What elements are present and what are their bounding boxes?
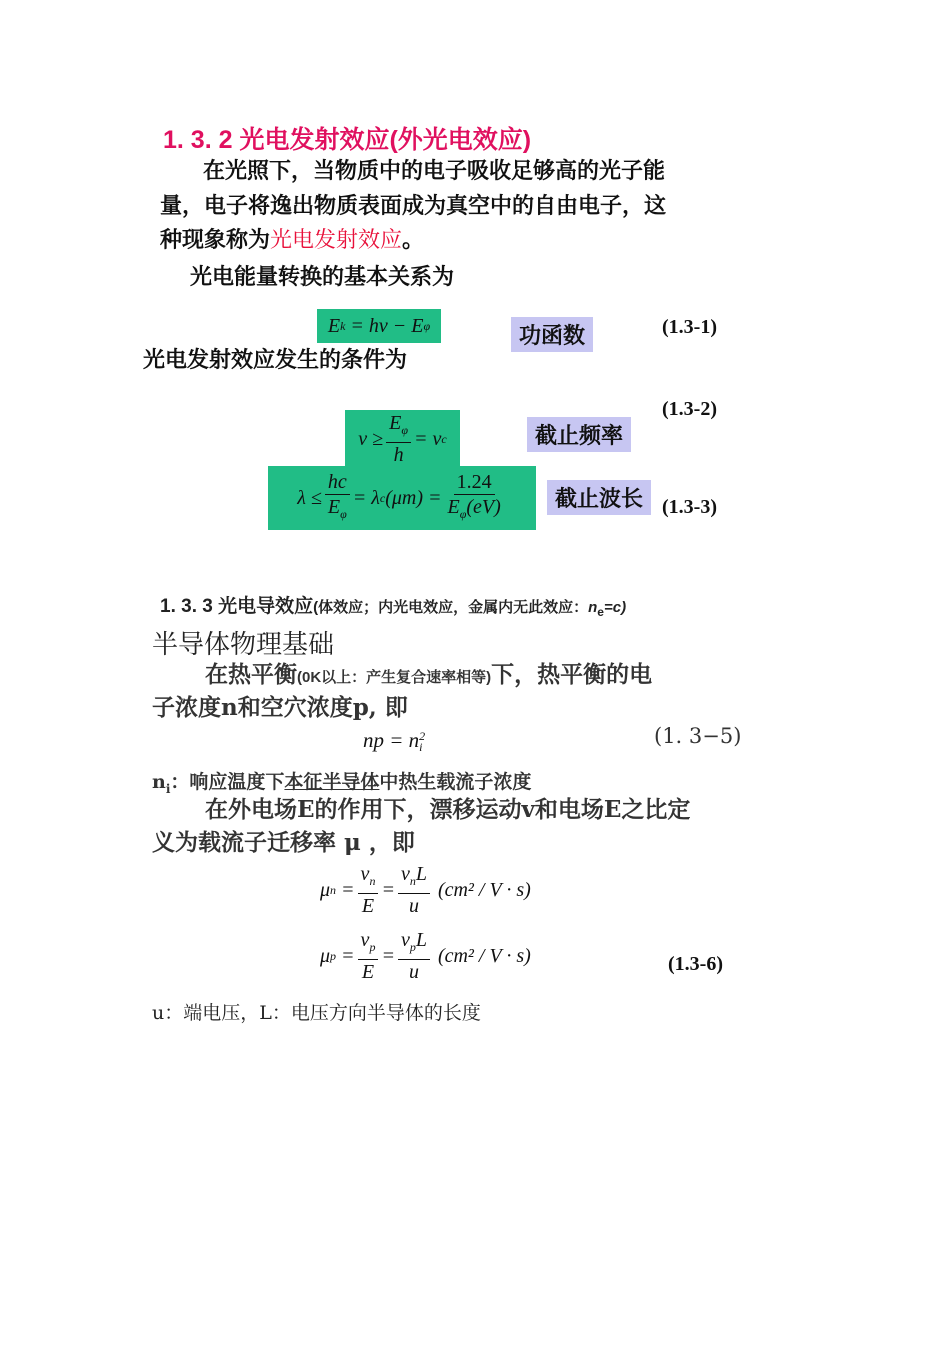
para-line-2: 量，电子将逸出物质表面成为真空中的自由电子，这 [160,193,667,219]
ni-sub: i [165,781,171,796]
equation-number-1-3-5: (1. 3−5) [654,724,742,748]
ni-underline: 本征半导体 [284,771,380,793]
mu-n-den2: u [408,895,419,917]
para-line-3-a: 种现象称为 [160,227,271,253]
mu-n-sub: n [330,882,337,897]
relation-line: 光电能量转换的基本关系为 [190,264,455,290]
mu-n-fraction-2 [398,862,430,918]
mu-n-num2-sub: n [409,874,416,888]
mu-p-num2-sub: p [409,940,416,954]
para-line-3-end: 。 [402,227,425,253]
heading-133-note: (体效应；内光电效应，金属内无此效应： [313,599,589,616]
para-133-line-1 [205,658,652,695]
condition-line: 光电发射效应发生的条件为 [143,347,408,373]
para-133-line-3: 在外电场E的作用下，漂移运动v和电场E之比定 [205,796,691,823]
eq1-lhs: E [327,314,341,337]
eq1-rhs-sub: φ [423,318,431,333]
mu-p-unit: (cm² / V · s) [437,944,531,967]
eq2-suffix: = ν [414,427,442,450]
section-heading-133 [160,591,626,619]
equation-1-3-1 [317,309,441,343]
heading-133-sub: e [597,605,604,619]
eq3-mid-sub: c [379,490,386,505]
heading-133-math: n [588,599,598,616]
equation-number-1-3-2: (1.3-2) [662,398,717,420]
mu-p-num1-sub: p [369,940,376,954]
mu-p-fraction-1 [358,928,379,984]
equation-1-3-3 [268,466,536,530]
equation-mu-n: μ n = $\frac{v_n}{E}$ = $\frac{v_nL}{u}$ (cm² / V · s) [320,863,531,917]
equation-mu-p: μ p = $\frac{v_p}{E}$ = $\frac{v_pL}{u}$ (cm² / V · s) [320,929,531,983]
para-133-b: 下，热平衡的电 [491,661,653,688]
sub-heading: 半导体物理基础 [152,630,335,660]
mu-p: μ [320,944,331,967]
eq3-mid-tail: (μm) = [385,486,442,509]
para-133-small: (0K以上：产生复合速率相等) [297,669,492,686]
section-heading-132: 1. 3. 2 光电发射效应(外光电效应) [163,126,532,154]
para-133-line-4: 义为载流子迁移率 μ ，即 [152,829,415,856]
equation-1-3-2 [345,410,460,468]
ni-a: ：响应温度下 [170,771,285,793]
label-work-function: 功函数 [511,317,593,352]
eq3-fraction-1 [325,470,350,526]
eq3-den1: E [327,496,341,518]
mu-n-num1-sub: n [369,874,376,888]
mu-p-den1: E [361,961,375,983]
eq2-den: h [393,444,404,466]
eq1-rhs: = hν − E [350,314,424,337]
equation-1-3-5 [363,728,425,753]
mu-p-num1: v [360,929,370,951]
eq5-body: np = n [363,728,420,752]
mu-n-den1: E [361,895,375,917]
eq3-fraction-2 [445,470,504,526]
eq3-den2-sub: φ [459,507,467,521]
ni-b: 中热生载流子浓度 [379,771,532,793]
mu-p-den2: u [408,961,419,983]
eq5-sup: 2 [419,729,426,744]
eq2-num: E [389,412,402,434]
label-cutoff-wavelength: 截止波长 [547,480,651,515]
mu-n-num2-tail: L [415,863,427,885]
highlight-term: 光电发射效应 [270,228,403,253]
mu-p-num2: v [400,929,410,951]
ni-note [152,767,531,796]
para-133-line-2: 子浓度n和空穴浓度p, 即 [152,694,408,721]
eq3-den2: E [447,496,460,518]
eq3-den1-sub: φ [340,507,347,521]
eq3-prefix: λ ≤ [297,486,322,509]
eq3-num1: hc [325,470,350,495]
label-cutoff-frequency: 截止频率 [527,417,631,452]
equation-number-1-3-6: (1.3-6) [668,953,723,975]
para-133-a: 在热平衡 [205,661,297,688]
eq3-mid: = λ [352,486,380,509]
eq3-den2-tail: (eV) [466,496,501,518]
eq2-prefix: ν ≥ [358,427,384,450]
mu-p-fraction-2 [398,928,430,984]
eq2-suffix-sub: c [441,431,447,446]
para-line-3 [160,223,424,258]
footer-note: u：端电压，L：电压方向半导体的长度 [152,1002,481,1024]
heading-133-main: 1. 3. 3 光电导效应 [160,596,314,617]
eq1-lhs-sub: k [340,318,346,333]
ni-label: n [152,771,166,793]
mu-n-unit: (cm² / V · s) [437,878,531,901]
eq2-num-sub: φ [401,423,408,437]
eq3-num2: 1.24 [454,470,495,495]
mu-p-num2-tail: L [415,929,427,951]
heading-133-tail: =c) [603,599,627,616]
eq2-fraction [386,411,411,467]
equation-number-1-3-1: (1.3-1) [662,316,717,338]
mu-n-num1: v [360,863,370,885]
mu-n: μ [320,878,331,901]
mu-p-sub: p [330,948,337,963]
equation-number-1-3-3: (1.3-3) [662,496,717,518]
mu-n-num2: v [400,863,410,885]
para-line-1: 在光照下，当物质中的电子吸收足够高的光子能 [203,158,666,184]
mu-n-fraction-1 [358,862,379,918]
eq5-sub: i [419,740,423,755]
